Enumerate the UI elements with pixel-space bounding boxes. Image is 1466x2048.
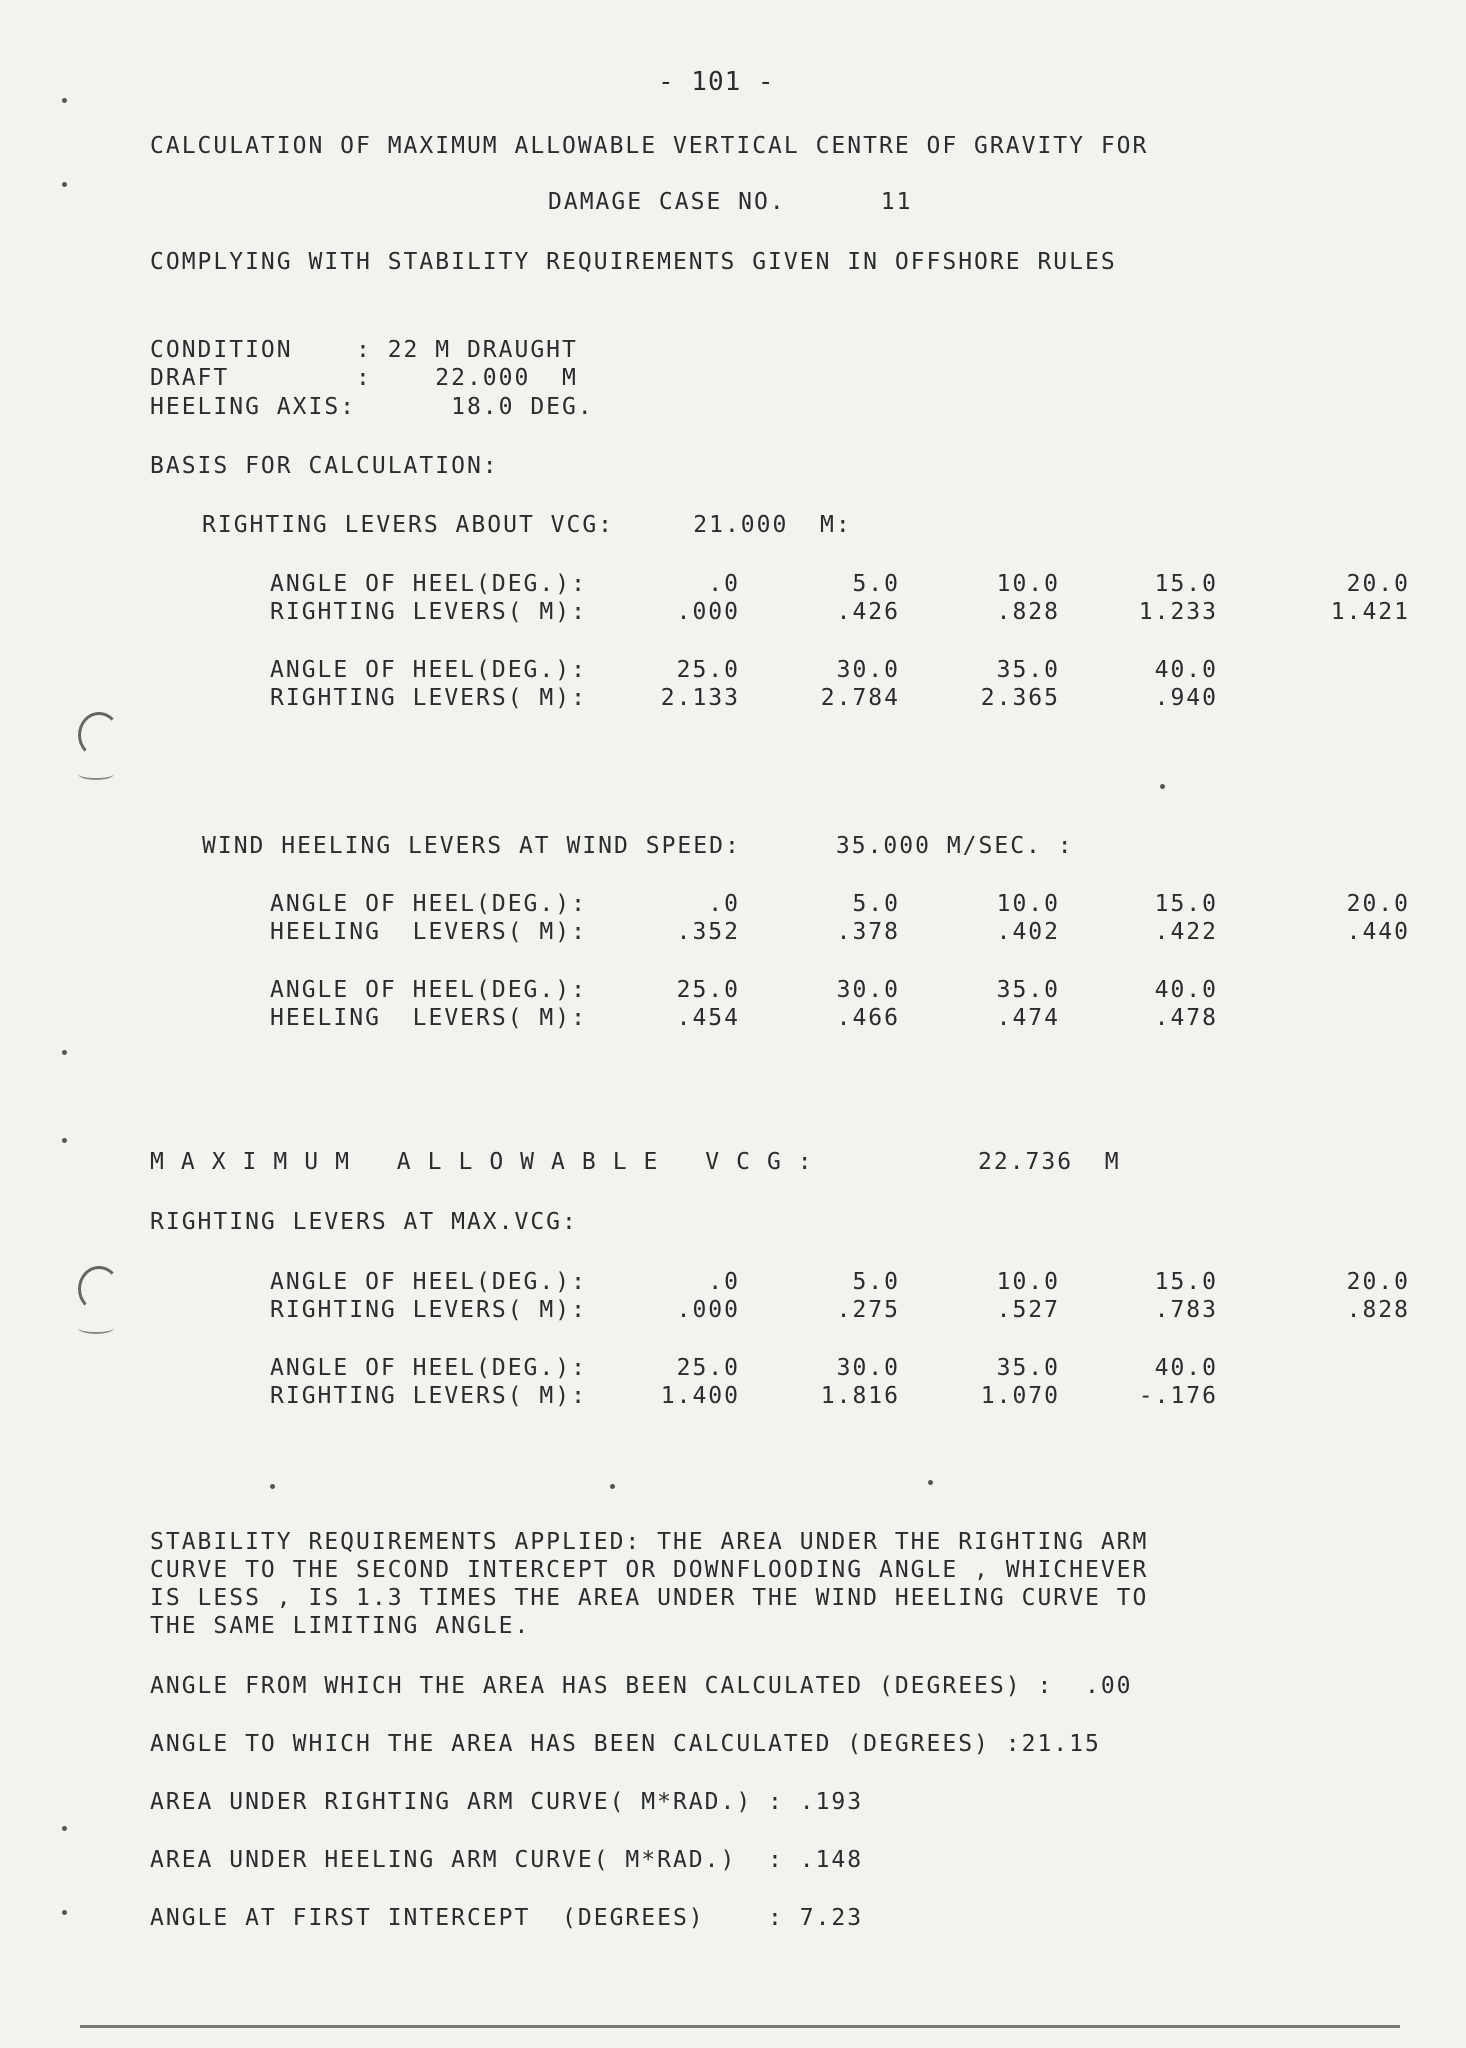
righting-about-vcg: RIGHTING LEVERS ABOUT VCG: 21.000 M:	[202, 512, 852, 538]
margin-dot	[610, 1484, 615, 1489]
margin-dot	[62, 1050, 67, 1055]
table-cell: -.176	[1138, 1383, 1218, 1409]
table-cell: .440	[1346, 919, 1410, 945]
table-cell: .828	[996, 599, 1060, 625]
table-cell: 25.0	[676, 977, 740, 1003]
table-cell: .783	[1154, 1297, 1218, 1323]
table-cell: 25.0	[676, 1355, 740, 1381]
angle-from-line: ANGLE FROM WHICH THE AREA HAS BEEN CALCULATED (DEGREES) : .00	[150, 1673, 1133, 1699]
table-cell: 5.0	[852, 571, 900, 597]
table-cell: 40.0	[1154, 977, 1218, 1003]
righting-label: RIGHTING LEVERS( M):	[270, 599, 587, 625]
max-vcg-value: 22.736 M	[978, 1149, 1121, 1175]
table-cell: 15.0	[1154, 891, 1218, 917]
table-cell: .454	[676, 1005, 740, 1031]
table-cell: .422	[1154, 919, 1218, 945]
requirements-line: CURVE TO THE SECOND INTERCEPT OR DOWNFLOODING ANGLE , WHICHEVER	[150, 1557, 1149, 1583]
angle-label: ANGLE OF HEEL(DEG.):	[270, 977, 587, 1003]
table-cell: 2.133	[660, 685, 740, 711]
table-cell: .527	[996, 1297, 1060, 1323]
table-row	[270, 570, 1420, 598]
table-cell: 10.0	[996, 891, 1060, 917]
table-cell: .828	[1346, 1297, 1410, 1323]
margin-dot	[62, 98, 67, 103]
punch-hole	[78, 1266, 120, 1312]
table-row	[270, 1354, 1420, 1382]
table-cell: .474	[996, 1005, 1060, 1031]
requirements-line: IS LESS , IS 1.3 TIMES THE AREA UNDER THE WIND HEELING CURVE TO	[150, 1585, 1149, 1611]
damage-case: DAMAGE CASE NO. 11	[548, 189, 913, 215]
table-cell: 10.0	[996, 1269, 1060, 1295]
table-cell: 35.0	[996, 977, 1060, 1003]
heeling-axis-line: HEELING AXIS: 18.0 DEG.	[150, 394, 594, 420]
margin-dot	[1160, 784, 1165, 789]
righting-label: RIGHTING LEVERS( M):	[270, 685, 587, 711]
angle-label: ANGLE OF HEEL(DEG.):	[270, 1355, 587, 1381]
margin-dot	[928, 1480, 933, 1485]
angle-label: ANGLE OF HEEL(DEG.):	[270, 891, 587, 917]
page-bottom-edge	[80, 2025, 1400, 2028]
table-cell: .275	[836, 1297, 900, 1323]
table-cell: 30.0	[836, 977, 900, 1003]
table-cell: 40.0	[1154, 657, 1218, 683]
table-cell: .478	[1154, 1005, 1218, 1031]
heeling-label: HEELING LEVERS( M):	[270, 1005, 587, 1031]
requirements-line: THE SAME LIMITING ANGLE.	[150, 1613, 531, 1639]
table-cell: .426	[836, 599, 900, 625]
table-cell: 20.0	[1346, 891, 1410, 917]
margin-dot	[62, 182, 67, 187]
draft-line: DRAFT : 22.000 M	[150, 365, 578, 391]
table-cell: 30.0	[836, 1355, 900, 1381]
table-row	[270, 598, 1420, 626]
table-cell: 2.784	[820, 685, 900, 711]
table-cell: 1.233	[1138, 599, 1218, 625]
angle-label: ANGLE OF HEEL(DEG.):	[270, 1269, 587, 1295]
page-number: - 101 -	[658, 67, 775, 97]
table-cell: 1.070	[980, 1383, 1060, 1409]
margin-dot	[62, 1910, 67, 1915]
table-cell: 1.816	[820, 1383, 900, 1409]
requirements-line: STABILITY REQUIREMENTS APPLIED: THE AREA UNDER THE RIGHTING ARM	[150, 1529, 1149, 1555]
wind-heading: WIND HEELING LEVERS AT WIND SPEED: 35.000 M/SEC. :	[202, 833, 1074, 859]
table-row	[270, 1296, 1420, 1324]
table-row	[270, 918, 1420, 946]
table-row	[270, 1004, 1420, 1032]
table-cell: 1.421	[1330, 599, 1410, 625]
table-cell: 35.0	[996, 1355, 1060, 1381]
first-intercept-line: ANGLE AT FIRST INTERCEPT (DEGREES) : 7.23	[150, 1905, 864, 1931]
table-cell: .402	[996, 919, 1060, 945]
table-row	[270, 976, 1420, 1004]
table-row	[270, 1382, 1420, 1410]
table-cell: 2.365	[980, 685, 1060, 711]
righting-label: RIGHTING LEVERS( M):	[270, 1297, 587, 1323]
table-cell: 1.400	[660, 1383, 740, 1409]
complying-statement: COMPLYING WITH STABILITY REQUIREMENTS GIVEN IN OFFSHORE RULES	[150, 249, 1117, 275]
table-cell: 20.0	[1346, 1269, 1410, 1295]
document-title: CALCULATION OF MAXIMUM ALLOWABLE VERTICAL CENTRE OF GRAVITY FOR	[150, 133, 1149, 159]
punch-hole-shadow	[78, 768, 114, 780]
table-cell: .000	[676, 1297, 740, 1323]
table-cell: 15.0	[1154, 571, 1218, 597]
condition-line: CONDITION : 22 M DRAUGHT	[150, 337, 578, 363]
punch-hole-shadow	[78, 1322, 114, 1334]
margin-dot	[62, 1826, 67, 1831]
table-cell: .000	[676, 599, 740, 625]
table-cell: 25.0	[676, 657, 740, 683]
table-cell: .0	[708, 571, 740, 597]
table-cell: 5.0	[852, 891, 900, 917]
table-cell: .0	[708, 891, 740, 917]
table-cell: .378	[836, 919, 900, 945]
area-heeling-line: AREA UNDER HEELING ARM CURVE( M*RAD.) : .148	[150, 1847, 864, 1873]
heeling-label: HEELING LEVERS( M):	[270, 919, 587, 945]
table-cell: .466	[836, 1005, 900, 1031]
table-cell: 10.0	[996, 571, 1060, 597]
table-row	[270, 1268, 1420, 1296]
table-cell: 15.0	[1154, 1269, 1218, 1295]
angle-label: ANGLE OF HEEL(DEG.):	[270, 657, 587, 683]
righting-label: RIGHTING LEVERS( M):	[270, 1383, 587, 1409]
table-row	[270, 684, 1420, 712]
area-righting-line: AREA UNDER RIGHTING ARM CURVE( M*RAD.) : .193	[150, 1789, 864, 1815]
basis-heading: BASIS FOR CALCULATION:	[150, 453, 499, 479]
angle-label: ANGLE OF HEEL(DEG.):	[270, 571, 587, 597]
table-cell: 30.0	[836, 657, 900, 683]
table-cell: 5.0	[852, 1269, 900, 1295]
table-cell: 20.0	[1346, 571, 1410, 597]
table-cell: .940	[1154, 685, 1218, 711]
table-cell: .352	[676, 919, 740, 945]
table-cell: 35.0	[996, 657, 1060, 683]
punch-hole	[78, 712, 120, 758]
angle-to-line: ANGLE TO WHICH THE AREA HAS BEEN CALCULATED (DEGREES) :21.15	[150, 1731, 1101, 1757]
margin-dot	[62, 1138, 67, 1143]
table-row	[270, 656, 1420, 684]
righting-at-max-heading: RIGHTING LEVERS AT MAX.VCG:	[150, 1209, 578, 1235]
table-row	[270, 890, 1420, 918]
max-vcg-label: MAXIMUM ALLOWABLE VCG:	[150, 1149, 829, 1175]
table-cell: 40.0	[1154, 1355, 1218, 1381]
table-cell: .0	[708, 1269, 740, 1295]
margin-dot	[270, 1484, 275, 1489]
